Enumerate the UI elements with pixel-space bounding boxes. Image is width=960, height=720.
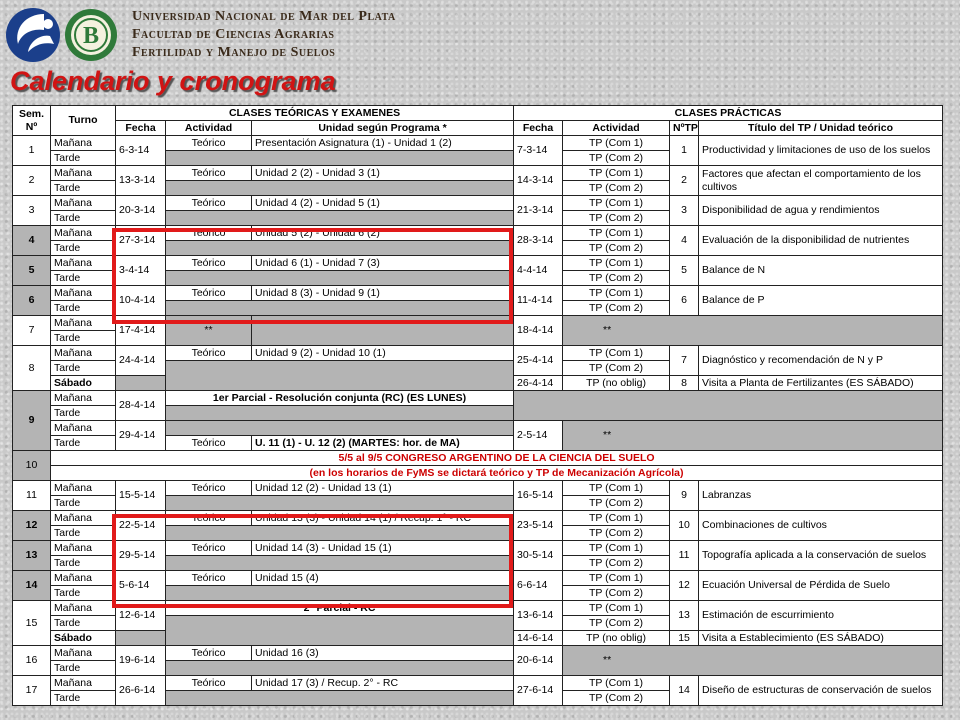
empty-cell <box>116 631 166 646</box>
col-header-titulo: Título del TP / Unidad teórico <box>699 121 943 136</box>
actividad: ** <box>166 316 252 346</box>
fecha-tp: 27-6-14 <box>514 676 563 706</box>
fecha-tp: 30-5-14 <box>514 541 563 571</box>
unidad: Unidad 8 (3) - Unidad 9 (1) <box>252 286 514 301</box>
turno: Mañana <box>51 571 116 586</box>
empty-cell <box>116 376 166 391</box>
turno: Tarde <box>51 181 116 196</box>
unidad: Unidad 13 (3) - Unidad 14 (1) / Recup. 1° - RC <box>252 511 514 526</box>
actividad-tp: TP (Com 1) <box>563 256 670 271</box>
actividad-tp: ** <box>563 421 943 451</box>
page-title: Calendario y cronograma <box>10 66 336 96</box>
actividad-tp: TP (Com 1) <box>563 196 670 211</box>
actividad-tp: TP (Com 1) <box>563 601 670 616</box>
unidad: Unidad 4 (2) - Unidad 5 (1) <box>252 196 514 211</box>
fecha-tp: 13-6-14 <box>514 601 563 631</box>
titulo-tp: Labranzas <box>699 481 943 511</box>
col-header-fecha: Fecha <box>116 121 166 136</box>
turno: Mañana <box>51 136 116 151</box>
table-row <box>13 511 943 526</box>
turno: Mañana <box>51 541 116 556</box>
actividad: Teórico <box>166 571 252 586</box>
faculty-seal-icon <box>64 8 118 62</box>
turno: Tarde <box>51 361 116 376</box>
empty-cell <box>166 406 514 421</box>
fecha-tp: 20-6-14 <box>514 646 563 676</box>
turno: Tarde <box>51 331 116 346</box>
table-row <box>13 571 943 586</box>
turno: Mañana <box>51 676 116 691</box>
ntp: 4 <box>670 226 699 256</box>
unidad: Unidad 2 (2) - Unidad 3 (1) <box>252 166 514 181</box>
turno: Mañana <box>51 166 116 181</box>
turno: Mañana <box>51 286 116 301</box>
fecha-tp: 28-3-14 <box>514 226 563 256</box>
actividad-tp: TP (Com 2) <box>563 526 670 541</box>
fecha-tp: 23-5-14 <box>514 511 563 541</box>
ntp: 11 <box>670 541 699 571</box>
university-line: Universidad Nacional de Mar del Plata <box>132 9 396 24</box>
table-row <box>13 601 943 616</box>
turno: Tarde <box>51 151 116 166</box>
turno: Mañana <box>51 226 116 241</box>
unidad: Unidad 12 (2) - Unidad 13 (1) <box>252 481 514 496</box>
turno: Tarde <box>51 211 116 226</box>
titulo-tp: Estimación de escurrimiento <box>699 601 943 631</box>
fecha: 15-5-14 <box>116 481 166 511</box>
turno: Tarde <box>51 436 116 451</box>
empty-cell <box>166 556 514 571</box>
actividad: Teórico <box>166 226 252 241</box>
fecha-tp: 14-3-14 <box>514 166 563 196</box>
actividad-tp: TP (Com 1) <box>563 676 670 691</box>
ntp: 5 <box>670 256 699 286</box>
week-number: 16 <box>13 646 51 676</box>
turno: Mañana <box>51 316 116 331</box>
university-logo-icon <box>4 6 62 64</box>
week-number: 9 <box>13 391 51 451</box>
empty-cell <box>166 181 514 196</box>
empty-cell <box>166 211 514 226</box>
fecha-tp: 6-6-14 <box>514 571 563 601</box>
actividad-tp: TP (Com 1) <box>563 166 670 181</box>
actividad-tp: TP (Com 1) <box>563 511 670 526</box>
unidad: Unidad 5 (2) - Unidad 6 (2) <box>252 226 514 241</box>
unidad: U. 11 (1) - U. 12 (2) (MARTES: hor. de MA) <box>252 436 514 451</box>
actividad: Teórico <box>166 256 252 271</box>
table-row <box>13 466 943 481</box>
titulo-tp: Balance de P <box>699 286 943 316</box>
table-row <box>13 166 943 181</box>
empty-cell <box>166 301 514 316</box>
header-row <box>13 106 943 121</box>
week-number: 11 <box>13 481 51 511</box>
week-number: 1 <box>13 136 51 166</box>
actividad-tp: TP (Com 2) <box>563 211 670 226</box>
fecha: 5-6-14 <box>116 571 166 601</box>
actividad-tp: TP (Com 2) <box>563 616 670 631</box>
actividad: Teórico <box>166 676 252 691</box>
group-header-teoricas: CLASES TEÓRICAS Y EXAMENES <box>116 106 514 121</box>
ntp: 1 <box>670 136 699 166</box>
fecha-tp: 16-5-14 <box>514 481 563 511</box>
turno: Mañana <box>51 256 116 271</box>
actividad-tp: TP (Com 2) <box>563 241 670 256</box>
turno: Tarde <box>51 661 116 676</box>
turno: Mañana <box>51 646 116 661</box>
course-line: Fertilidad y Manejo de Suelos <box>132 45 336 60</box>
actividad: Teórico <box>166 346 252 361</box>
actividad-tp: TP (Com 2) <box>563 271 670 286</box>
actividad-tp: TP (Com 2) <box>563 151 670 166</box>
fecha: 29-5-14 <box>116 541 166 571</box>
actividad: Teórico <box>166 541 252 556</box>
week-number: 13 <box>13 541 51 571</box>
week-number: 12 <box>13 511 51 541</box>
fecha: 19-6-14 <box>116 646 166 676</box>
empty-cell <box>252 316 514 346</box>
col-header-actividad-tp: Actividad <box>563 121 670 136</box>
turno: Mañana <box>51 481 116 496</box>
week-number: 4 <box>13 226 51 256</box>
fecha-tp: 21-3-14 <box>514 196 563 226</box>
fecha-tp: 2-5-14 <box>514 421 563 451</box>
table-row <box>13 226 943 241</box>
empty-cell <box>166 616 514 646</box>
actividad: Teórico <box>166 286 252 301</box>
fecha-tp: 25-4-14 <box>514 346 563 376</box>
ntp: 10 <box>670 511 699 541</box>
actividad-tp: TP (Com 1) <box>563 226 670 241</box>
fecha: 22-5-14 <box>116 511 166 541</box>
table-row <box>13 676 943 691</box>
turno: Sábado <box>51 631 116 646</box>
turno: Tarde <box>51 616 116 631</box>
schedule-table <box>12 105 943 706</box>
col-header-ntp: NºTP <box>670 121 699 136</box>
empty-cell <box>514 391 943 421</box>
week-number: 6 <box>13 286 51 316</box>
titulo-tp: Topografía aplicada a la conservación de suelos <box>699 541 943 571</box>
week-number: 10 <box>13 451 51 481</box>
actividad: Teórico <box>166 166 252 181</box>
ntp: 13 <box>670 601 699 631</box>
unidad: Unidad 17 (3) / Recup. 2° - RC <box>252 676 514 691</box>
empty-cell <box>166 241 514 256</box>
fecha: 26-6-14 <box>116 676 166 706</box>
table-row <box>13 346 943 361</box>
fecha: 3-4-14 <box>116 256 166 286</box>
actividad: Teórico <box>166 481 252 496</box>
ntp: 14 <box>670 676 699 706</box>
turno: Mañana <box>51 196 116 211</box>
titulo-tp: Ecuación Universal de Pérdida de Suelo <box>699 571 943 601</box>
turno: Tarde <box>51 496 116 511</box>
ntp: 3 <box>670 196 699 226</box>
week-number: 7 <box>13 316 51 346</box>
fecha: 24-4-14 <box>116 346 166 376</box>
seal-letter: B <box>82 23 100 49</box>
actividad-tp: TP (Com 1) <box>563 571 670 586</box>
ntp: 9 <box>670 481 699 511</box>
fecha: 12-6-14 <box>116 601 166 631</box>
fecha: 17-4-14 <box>116 316 166 346</box>
fecha: 6-3-14 <box>116 136 166 166</box>
actividad-tp: TP (Com 2) <box>563 496 670 511</box>
table-row <box>13 541 943 556</box>
actividad-tp: TP (Com 2) <box>563 361 670 376</box>
empty-cell <box>166 151 514 166</box>
empty-cell <box>166 496 514 511</box>
group-header-practicas: CLASES PRÁCTICAS <box>514 106 943 121</box>
actividad-tp: ** <box>563 316 943 346</box>
unidad: Presentación Asignatura (1) - Unidad 1 (2) <box>252 136 514 151</box>
ntp: 15 <box>670 631 699 646</box>
week-number: 8 <box>13 346 51 391</box>
fecha: 10-4-14 <box>116 286 166 316</box>
actividad-tp: TP (Com 1) <box>563 541 670 556</box>
actividad-tp: TP (no oblig) <box>563 631 670 646</box>
turno: Tarde <box>51 586 116 601</box>
table-row <box>13 286 943 301</box>
table-row <box>13 196 943 211</box>
empty-cell <box>166 271 514 286</box>
week-number: 14 <box>13 571 51 601</box>
fecha-tp: 11-4-14 <box>514 286 563 316</box>
empty-cell <box>166 421 514 436</box>
fecha-tp: 14-6-14 <box>514 631 563 646</box>
titulo-tp: Diagnóstico y recomendación de N y P <box>699 346 943 376</box>
col-header-actividad: Actividad <box>166 121 252 136</box>
actividad: Teórico <box>166 646 252 661</box>
unidad: Unidad 14 (3) - Unidad 15 (1) <box>252 541 514 556</box>
turno: Tarde <box>51 526 116 541</box>
congress-note: (en los horarios de FyMS se dictará teórico y TP de Mecanización Agrícola) <box>51 466 943 481</box>
actividad-tp: TP (Com 1) <box>563 136 670 151</box>
actividad: Teórico <box>166 196 252 211</box>
fecha-tp: 4-4-14 <box>514 256 563 286</box>
turno: Tarde <box>51 271 116 286</box>
fecha: 27-3-14 <box>116 226 166 256</box>
table-row <box>13 256 943 271</box>
col-header-unidad: Unidad según Programa * <box>252 121 514 136</box>
ntp: 12 <box>670 571 699 601</box>
unidad: Unidad 15 (4) <box>252 571 514 586</box>
table-row <box>13 391 943 406</box>
actividad-tp: TP (Com 2) <box>563 301 670 316</box>
fecha: 28-4-14 <box>116 391 166 421</box>
actividad-tp: TP (Com 1) <box>563 481 670 496</box>
turno: Mañana <box>51 346 116 361</box>
turno: Tarde <box>51 241 116 256</box>
empty-cell <box>166 661 514 676</box>
empty-cell <box>166 586 514 601</box>
unidad: 2° Parcial - RC <box>166 601 514 616</box>
titulo-tp: Visita a Planta de Fertilizantes (ES SÁBADO) <box>699 376 943 391</box>
congress-notice: 5/5 al 9/5 CONGRESO ARGENTINO DE LA CIENCIA DEL SUELO <box>51 451 943 466</box>
empty-cell <box>166 361 514 391</box>
fecha-tp: 7-3-14 <box>514 136 563 166</box>
turno: Tarde <box>51 691 116 706</box>
titulo-tp: Balance de N <box>699 256 943 286</box>
titulo-tp: Combinaciones de cultivos <box>699 511 943 541</box>
actividad-tp: TP (Com 1) <box>563 346 670 361</box>
empty-cell <box>166 691 514 706</box>
faculty-line: Facultad de Ciencias Agrarias <box>132 27 335 42</box>
titulo-tp: Factores que afectan el comportamiento de los cultivos <box>699 166 943 196</box>
table-row <box>13 481 943 496</box>
turno: Tarde <box>51 556 116 571</box>
header <box>0 0 960 104</box>
unidad: 1er Parcial - Resolución conjunta (RC) (ES LUNES) <box>166 391 514 406</box>
turno: Mañana <box>51 391 116 406</box>
fecha: 29-4-14 <box>116 421 166 451</box>
ntp: 2 <box>670 166 699 196</box>
table-row <box>13 646 943 661</box>
turno: Tarde <box>51 406 116 421</box>
actividad-tp: TP (Com 2) <box>563 556 670 571</box>
titulo-tp: Diseño de estructuras de conservación de suelos <box>699 676 943 706</box>
turno: Mañana <box>51 601 116 616</box>
turno: Sábado <box>51 376 116 391</box>
actividad-tp: TP (Com 2) <box>563 586 670 601</box>
table-row <box>13 451 943 466</box>
actividad: Teórico <box>166 511 252 526</box>
unidad: Unidad 9 (2) - Unidad 10 (1) <box>252 346 514 361</box>
week-number: 5 <box>13 256 51 286</box>
actividad-tp: TP (no oblig) <box>563 376 670 391</box>
titulo-tp: Evaluación de la disponibilidad de nutrientes <box>699 226 943 256</box>
university-name-block <box>132 8 396 62</box>
week-number: 2 <box>13 166 51 196</box>
unidad: Unidad 6 (1) - Unidad 7 (3) <box>252 256 514 271</box>
unidad: Unidad 16 (3) <box>252 646 514 661</box>
col-header-sem: Sem. Nº <box>13 106 51 136</box>
actividad-tp: TP (Com 1) <box>563 286 670 301</box>
titulo-tp: Productividad y limitaciones de uso de los suelos <box>699 136 943 166</box>
ntp: 7 <box>670 346 699 376</box>
col-header-fecha-tp: Fecha <box>514 121 563 136</box>
turno: Tarde <box>51 301 116 316</box>
week-number: 17 <box>13 676 51 706</box>
actividad-tp: TP (Com 2) <box>563 691 670 706</box>
actividad-tp: TP (Com 2) <box>563 181 670 196</box>
week-number: 15 <box>13 601 51 646</box>
fecha: 20-3-14 <box>116 196 166 226</box>
table-row <box>13 421 943 436</box>
titulo-tp: Visita a Establecimiento (ES SÁBADO) <box>699 631 943 646</box>
fecha-tp: 26-4-14 <box>514 376 563 391</box>
subheader-row <box>13 121 943 136</box>
table-row <box>13 136 943 151</box>
turno: Mañana <box>51 421 116 436</box>
empty-cell <box>166 526 514 541</box>
week-number: 3 <box>13 196 51 226</box>
ntp: 6 <box>670 286 699 316</box>
actividad: Teórico <box>166 136 252 151</box>
turno: Mañana <box>51 511 116 526</box>
actividad: Teórico <box>166 436 252 451</box>
titulo-tp: Disponibilidad de agua y rendimientos <box>699 196 943 226</box>
ntp: 8 <box>670 376 699 391</box>
actividad-tp: ** <box>563 646 943 676</box>
fecha: 13-3-14 <box>116 166 166 196</box>
col-header-turno: Turno <box>51 106 116 136</box>
table-row <box>13 316 943 331</box>
fecha-tp: 18-4-14 <box>514 316 563 346</box>
